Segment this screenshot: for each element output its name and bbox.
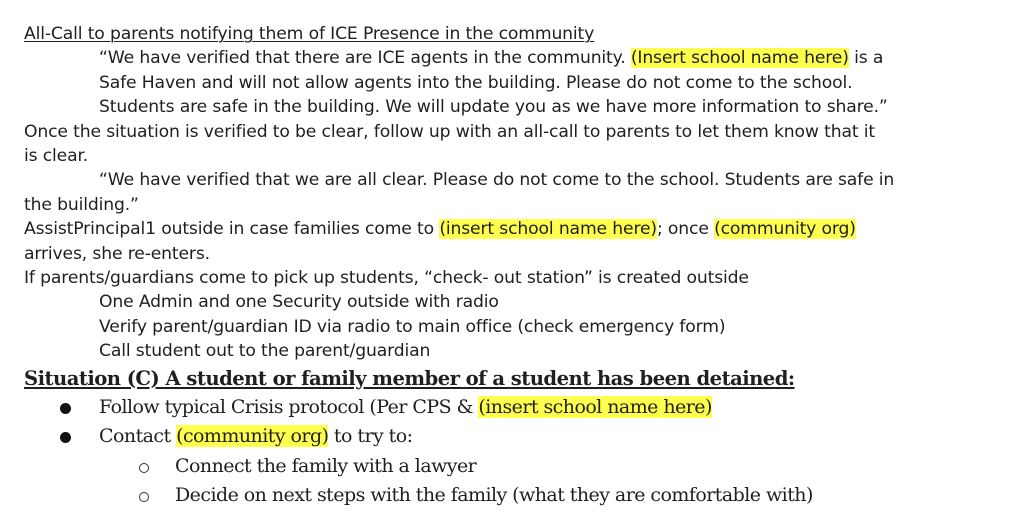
placeholder-school-name: (insert school name here) xyxy=(439,219,657,240)
message-2-line-2: the building.” xyxy=(24,194,139,215)
list-item xyxy=(24,393,1014,423)
message-2-line-1: “We have verified that we are all clear. Please do not come to the school. Students are safe in xyxy=(99,170,895,191)
pickup-step: Verify parent/guardian ID via radio to main office (check emergency form) xyxy=(99,316,726,337)
list-item xyxy=(24,422,1014,452)
message-1-line-2: Safe Haven and will not allow agents into the building. Please do not come to the school. xyxy=(99,72,853,93)
section-heading-all-call: All-Call to parents notifying them of ICE Presence in the community xyxy=(24,24,595,44)
pickup-step: Call student out to the parent/guardian xyxy=(99,341,431,362)
document-page xyxy=(24,22,1014,511)
filled-bullet-icon xyxy=(60,432,71,443)
pickup-step: One Admin and one Security outside with radio xyxy=(99,292,499,313)
follow-up-line-1: Once the situation is verified to be clear, follow up with an all-call to parents to let them know that it xyxy=(24,121,875,142)
section-b xyxy=(24,22,1014,364)
filled-bullet-icon xyxy=(60,403,71,414)
text-run: “We have verified that there are ICE agents in the community. xyxy=(99,48,631,69)
hollow-bullet-icon xyxy=(139,463,149,473)
text-run: Contact xyxy=(99,425,177,448)
text-run: ; once xyxy=(656,219,715,240)
placeholder-school-name: (Insert school name here) xyxy=(630,48,849,69)
section-c xyxy=(24,364,1014,511)
detained-bullet-list xyxy=(24,393,1014,511)
section-heading-detained: Situation (C) A student or family member of a student has been detained: xyxy=(24,366,795,390)
hollow-bullet-icon xyxy=(139,492,149,502)
pickup-intro: If parents/guardians come to pick up students, “check- out station” is created outside xyxy=(24,268,749,289)
text-run: is a xyxy=(848,48,884,69)
message-1-line-1 xyxy=(24,46,1014,70)
sub-list-item xyxy=(24,481,1014,511)
text-run: Connect the family with a lawyer xyxy=(175,454,477,477)
text-run: to try to: xyxy=(328,425,413,448)
placeholder-community-org: (community org) xyxy=(176,425,329,448)
assist-principal-line-2: arrives, she re-enters. xyxy=(24,243,210,264)
text-run: Follow typical Crisis protocol (Per CPS & xyxy=(99,395,479,418)
follow-up-line-2: is clear. xyxy=(24,146,89,167)
assist-principal-line-1 xyxy=(24,217,1014,241)
placeholder-school-name: (insert school name here) xyxy=(478,395,712,418)
text-run: AssistPrincipal1 outside in case families come to xyxy=(24,219,440,240)
text-run: Decide on next steps with the family (what they are comfortable with) xyxy=(175,484,813,507)
sub-list-item xyxy=(24,452,1014,482)
placeholder-community-org: (community org) xyxy=(714,219,856,240)
message-1-line-3: Students are safe in the building. We will update you as we have more information to share.” xyxy=(99,97,888,118)
